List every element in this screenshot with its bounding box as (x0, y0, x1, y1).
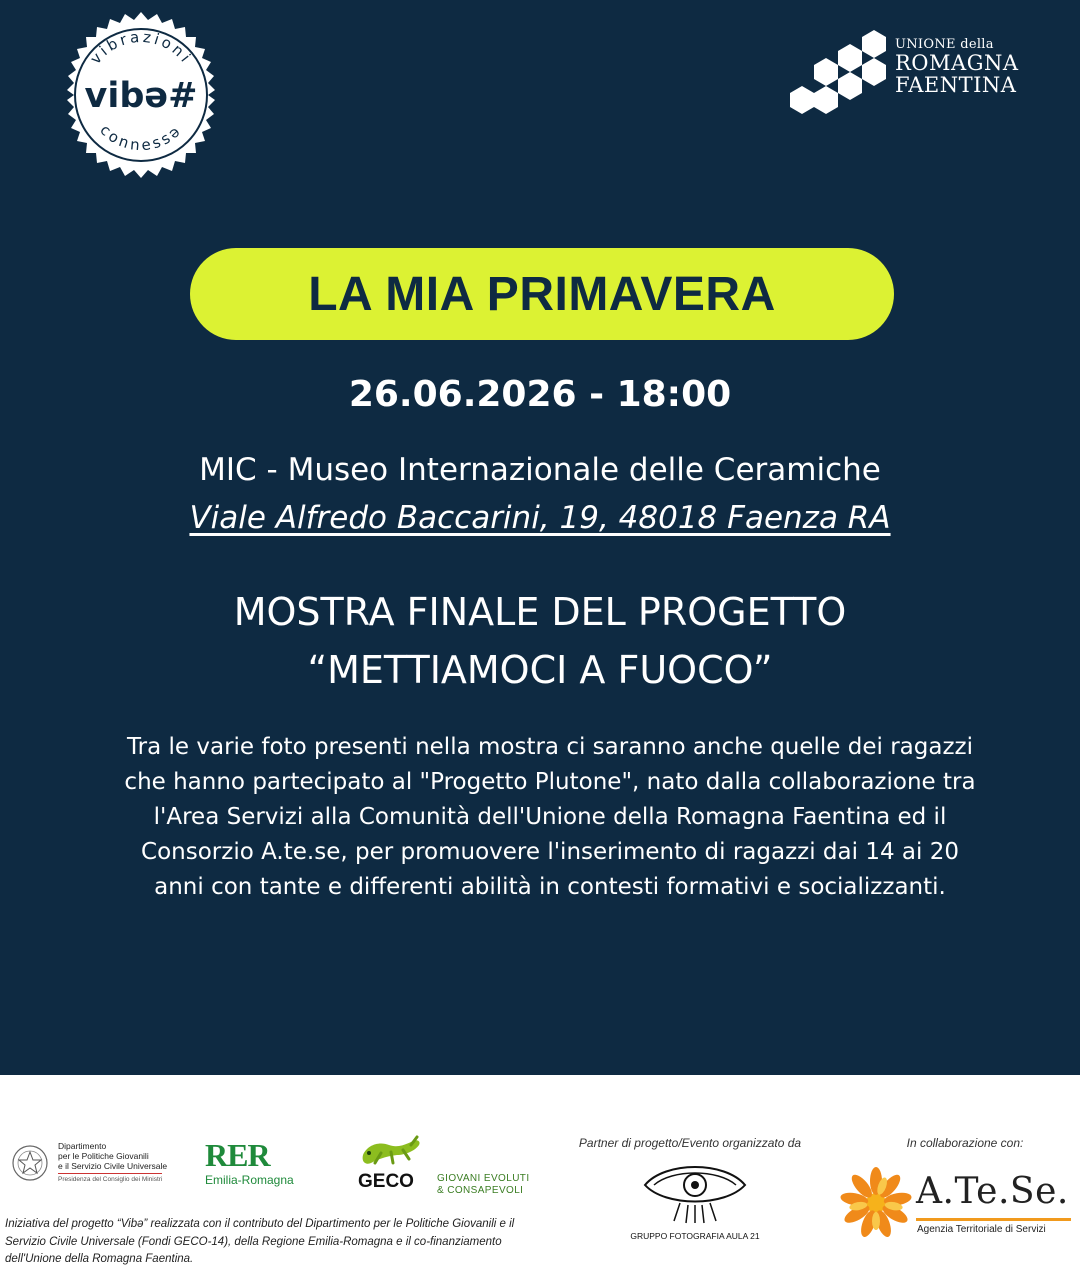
exhibition-title-line1: MOSTRA FINALE DEL PROGETTO (233, 590, 847, 634)
unione-line1: UNIONE della (895, 37, 994, 52)
gecko-icon (357, 1133, 429, 1173)
partner-label: Partner di progetto/Evento organizzato da (578, 1136, 802, 1150)
title-pill (190, 248, 894, 340)
geco-sub-line1: GIOVANI EVOLUTI (437, 1173, 530, 1184)
exhibition-title-line2: “METTIAMOCI A FUOCO” (307, 648, 773, 692)
unione-line3: FAENTINA (895, 73, 1017, 97)
geco-word: GECO (358, 1171, 414, 1192)
dipartimento-sub: Presidenza del Consiglio dei Ministri (58, 1173, 162, 1183)
event-description: Tra le varie foto presenti nella mostra ci saranno anche quelle dei ragazzi che hanno partecipato al "Progetto Plutone", nato dalla collaborazione tra l'Area Servizi alla Comunità dell'Unione della Romagna Faentina ed il Consorzio A.te.se, per promuovere l'inserimento di ragazzi dai 14 ai 20 anni con tante e differenti abilità in contesti formativi e socializzanti. (124, 734, 976, 900)
collab-label: In collaborazione con: (906, 1136, 1024, 1150)
unione-text (895, 38, 1019, 96)
emilia-romagna-logo (205, 1139, 305, 1191)
dipartimento-logo (10, 1141, 185, 1187)
dipartimento-line3: e il Servizio Civile Universale (58, 1161, 168, 1171)
event-venue: MIC - Museo Internazionale delle Ceramiche (199, 452, 881, 488)
ates-logo (838, 1165, 1068, 1245)
geco-subtitle (437, 1173, 530, 1197)
eye-icon (640, 1163, 750, 1225)
event-title: LA MIA PRIMAVERA (308, 267, 776, 321)
unione-line2: ROMAGNA (895, 51, 1019, 75)
vibe-bottom-text: connessə (96, 120, 186, 155)
funding-note: Iniziativa del progetto “Vibə” realizzata con il contributo del Dipartimento per le Politiche Giovanili e il Servizio Civile Universale (Fondi GECO-14), della Regione Emilia-Romagna e il co-finanziamento dell'Unione della Romagna Faentina. (5, 1218, 515, 1265)
sun-hands-icon (838, 1165, 914, 1241)
rer-mark: RER (205, 1137, 270, 1173)
ates-subtitle: Agenzia Territoriale di Servizi (917, 1224, 1046, 1235)
vibe-badge-icon (58, 12, 224, 178)
vibe-top-text: vibrazioni (86, 27, 196, 68)
geco-logo (355, 1133, 545, 1197)
aula21-name: GRUPPO FOTOGRAFIA AULA 21 (630, 1231, 760, 1241)
italian-emblem-icon (10, 1143, 50, 1183)
vibe-logo (58, 12, 224, 178)
dipartimento-text (58, 1141, 167, 1171)
ates-underline (916, 1218, 1071, 1221)
ates-word: A.Te.Se. (916, 1171, 1069, 1212)
vibe-main-text: vibə# (84, 76, 198, 116)
honeycomb-icon (790, 26, 896, 122)
unione-logo (790, 26, 1040, 126)
footer (0, 1075, 1080, 1280)
aula21-logo (620, 1163, 770, 1253)
geco-sub-line2: & CONSAPEVOLI (437, 1185, 524, 1196)
rer-name: Emilia-Romagna (205, 1173, 294, 1187)
event-datetime: 26.06.2026 - 18:00 (348, 374, 732, 415)
event-address-link[interactable]: Viale Alfredo Baccarini, 19, 48018 Faenza RA (189, 500, 891, 536)
dipartimento-line2: per le Politiche Giovanili (58, 1151, 149, 1161)
dipartimento-line1: Dipartimento (58, 1141, 107, 1151)
